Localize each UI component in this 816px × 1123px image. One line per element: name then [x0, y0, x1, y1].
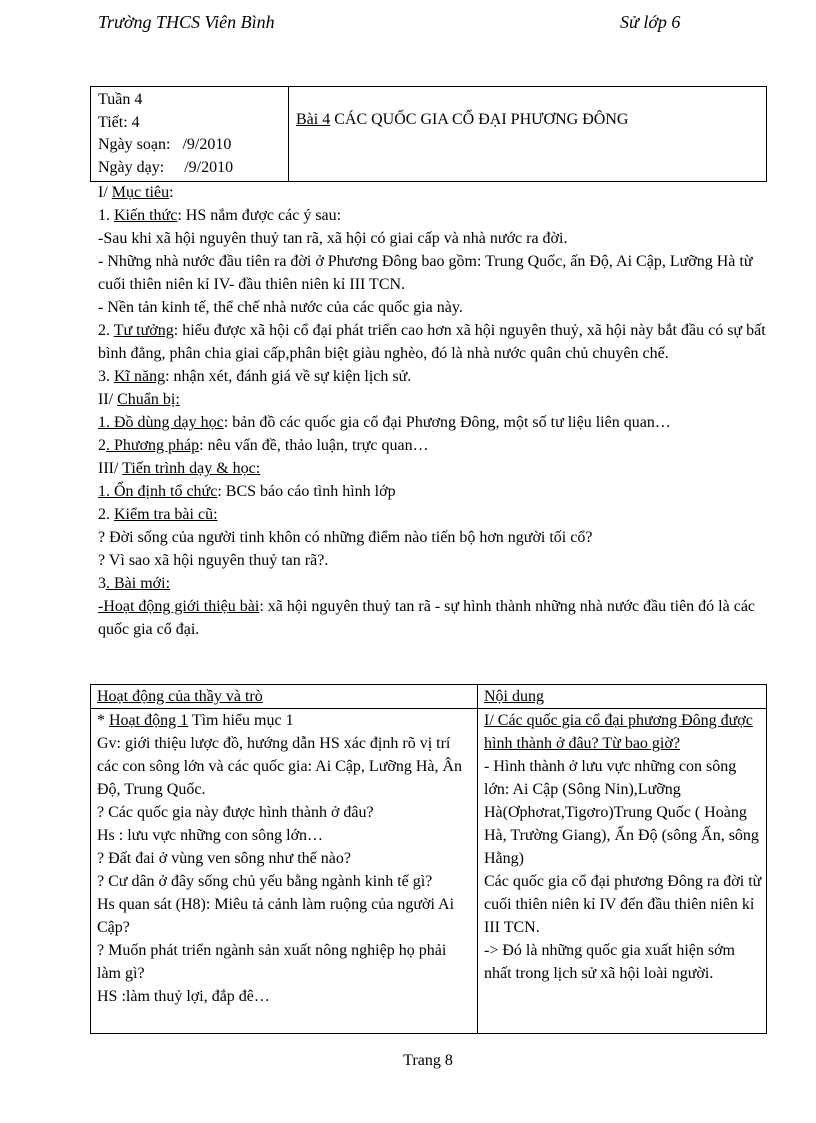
- activity-line: ? Cư dân ở đây sống chủ yếu bằng ngành kinh tế gì?: [97, 873, 433, 890]
- activity-1-text: Tìm hiểu mục 1: [188, 712, 294, 729]
- class-order-title: 1. Ổn định tổ chức: [98, 483, 218, 500]
- preparation-title: Chuẩn bị:: [117, 391, 180, 408]
- skills-prefix: 3.: [98, 368, 114, 385]
- week-label: Tuần 4: [98, 91, 143, 108]
- methods-title: . Phương pháp: [106, 437, 200, 454]
- activity-line: Hs : lưu vực những con sông lớn…: [97, 827, 324, 844]
- knowledge-text: : HS nắm được các ý sau:: [177, 207, 342, 224]
- lesson-info-table: [90, 86, 767, 182]
- col-header-content-text: Nội dung: [484, 688, 544, 705]
- review-title: Kiểm tra bài cũ:: [114, 506, 218, 523]
- lesson-meta-cell: [91, 87, 289, 182]
- prep-date-line: [98, 134, 288, 157]
- activities-table: [90, 684, 767, 1034]
- activity-line: Gv: giới thiệu lược đồ, hướng dẫn HS xác định rõ vị trí các con sông lớn và các quốc gia: Ai Cập, Lưỡng Hà, Ân Độ, Trung Quốc.: [97, 735, 463, 798]
- prep-date-label: Ngày soạn:: [98, 136, 171, 153]
- preparation-heading: [98, 388, 768, 411]
- review-question-2: ? Vì sao xã hội nguyên thuỷ tan rã?.: [98, 552, 329, 569]
- col-header-activities-text: Hoạt động của thầy và trò: [97, 688, 263, 705]
- review-heading: [98, 503, 768, 526]
- lesson-number: Bài 4: [296, 111, 331, 128]
- review-prefix: 2.: [98, 506, 114, 523]
- teach-date-line: [98, 157, 288, 180]
- review-question-1: ? Đời sống của người tinh khôn có những điểm nào tiến bộ hơn người tối cổ?: [98, 529, 593, 546]
- content-line: -> Đó là những quốc gia xuất hiện sớm nhất trong lịch sử xã hội loài người.: [484, 942, 735, 982]
- materials-line: [98, 411, 768, 434]
- col-header-activities: [91, 685, 478, 709]
- activity-line: ? Muốn phát triển ngành sản xuất nông nghiệp họ phải làm gì?: [97, 942, 447, 982]
- knowledge-line: [98, 204, 768, 227]
- content-line: Các quốc gia cổ đại phương Đông ra đời từ cuối thiên niên kỉ IV đến đầu thiên niên kỉ III TCN.: [484, 873, 762, 936]
- teach-date-value: /9/2010: [184, 158, 234, 176]
- school-name: Trường THCS Viên Bình: [98, 12, 275, 32]
- procedure-prefix: III/: [98, 460, 123, 477]
- activity-line: ? Các quốc gia này được hình thành ở đâu?: [97, 804, 374, 821]
- class-order-line: [98, 480, 768, 503]
- activity-1-prefix: *: [97, 712, 109, 729]
- teach-date-label: Ngày dạy:: [98, 158, 165, 176]
- intro-line: [98, 595, 768, 641]
- attitude-text: : hiểu được xã hội cổ đại phát triển cao hơn xã hội nguyên thuỷ, xã hội này bắt đầu có sự bất bình đẳng, phân chia giai cấp,phân biệt giàu nghèo, đó là nhà nước quân chủ chuyên chế.: [98, 322, 766, 362]
- procedure-heading: [98, 457, 768, 480]
- attitude-line: [98, 319, 768, 365]
- attitude-title: Tư tưởng: [113, 322, 174, 339]
- methods-text: : nêu vấn đề, thảo luận, trực quan…: [199, 437, 429, 454]
- preparation-prefix: II/: [98, 391, 118, 408]
- attitude-prefix: 2.: [98, 322, 114, 339]
- prep-date-value: /9/2010: [182, 136, 232, 153]
- col-header-content: [478, 685, 767, 709]
- class-order-text: : BCS báo cáo tình hình lớp: [217, 483, 396, 500]
- lesson-title: CÁC QUỐC GIA CỔ ĐẠI PHƯƠNG ĐÔNG: [330, 111, 629, 128]
- new-lesson-prefix: 3: [98, 575, 106, 592]
- activities-cell: [91, 709, 478, 1034]
- materials-text: : bản đồ các quốc gia cổ đại Phương Đông, một số tư liệu liên quan…: [223, 414, 671, 431]
- skills-line: [98, 365, 768, 388]
- objectives-title: Mục tiêu: [111, 184, 170, 201]
- activity-1-title: Hoạt động 1: [109, 712, 189, 729]
- new-lesson-heading: [98, 572, 768, 595]
- knowledge-title: Kiến thức: [114, 207, 178, 224]
- skills-title: Kĩ năng: [114, 368, 166, 385]
- methods-prefix: 2: [98, 437, 106, 454]
- lesson-title-cell: [289, 87, 767, 182]
- knowledge-point-3: - Nền tản kinh tế, thể chế nhà nước của các quốc gia này.: [98, 299, 463, 316]
- lesson-body: [98, 181, 768, 641]
- content-line: - Hình thành ở lưu vực những con sông lớn: Ai Cập (Sông Nin),Lưỡng Hà(Ơphơrat,Tigơro)Trung Quốc ( Hoàng Hà, Trường Giang), Ấn Độ (sông Ấn, sông Hằng): [484, 758, 759, 867]
- materials-title: 1. Đồ dùng dạy học: [98, 414, 224, 431]
- activity-line: ? Đất đai ở vùng ven sông như thế nào?: [97, 850, 351, 867]
- content-cell: [478, 709, 767, 1034]
- procedure-title: Tiến trình dạy & học:: [122, 460, 261, 477]
- subject-label: Sử lớp 6: [620, 12, 681, 32]
- intro-title: -Hoạt động giới thiệu bài: [98, 598, 260, 615]
- content-heading: I/ Các quốc gia cổ đại phương Đông được hình thành ở đâu? Từ bao giờ?: [484, 712, 753, 752]
- skills-text: : nhận xét, đánh giá về sự kiện lịch sử.: [165, 368, 412, 385]
- activity-1-heading: [97, 709, 473, 732]
- new-lesson-title: . Bài mới:: [106, 575, 171, 592]
- knowledge-point-2: - Những nhà nước đầu tiên ra đời ở Phương Đông bao gồm: Trung Quốc, ấn Độ, Ai Cập, Lưỡng Hà từ cuối thiên niên kỉ IV- đầu thiên niên kỉ III TCN.: [98, 253, 753, 293]
- methods-line: [98, 434, 768, 457]
- period-label: Tiết: 4: [98, 113, 140, 131]
- activity-line: Hs quan sát (H8): Miêu tả cảnh làm ruộng của người Ai Cập?: [97, 896, 455, 936]
- page-number: Trang 8: [403, 1052, 453, 1069]
- knowledge-prefix: 1.: [98, 207, 114, 224]
- intro-text: : xã hội nguyên thuỷ tan rã - sự hình thành những nhà nước đầu tiên đó là các quốc gia cổ đại.: [98, 598, 756, 638]
- objectives-prefix: I/: [98, 184, 112, 201]
- activity-line: HS :làm thuỷ lợi, đắp đê…: [97, 988, 270, 1005]
- objectives-heading: I/ Mục tiêu:: [98, 184, 174, 201]
- knowledge-point-1: -Sau khi xã hội nguyên thuỷ tan rã, xã hội có giai cấp và nhà nước ra đời.: [98, 230, 568, 247]
